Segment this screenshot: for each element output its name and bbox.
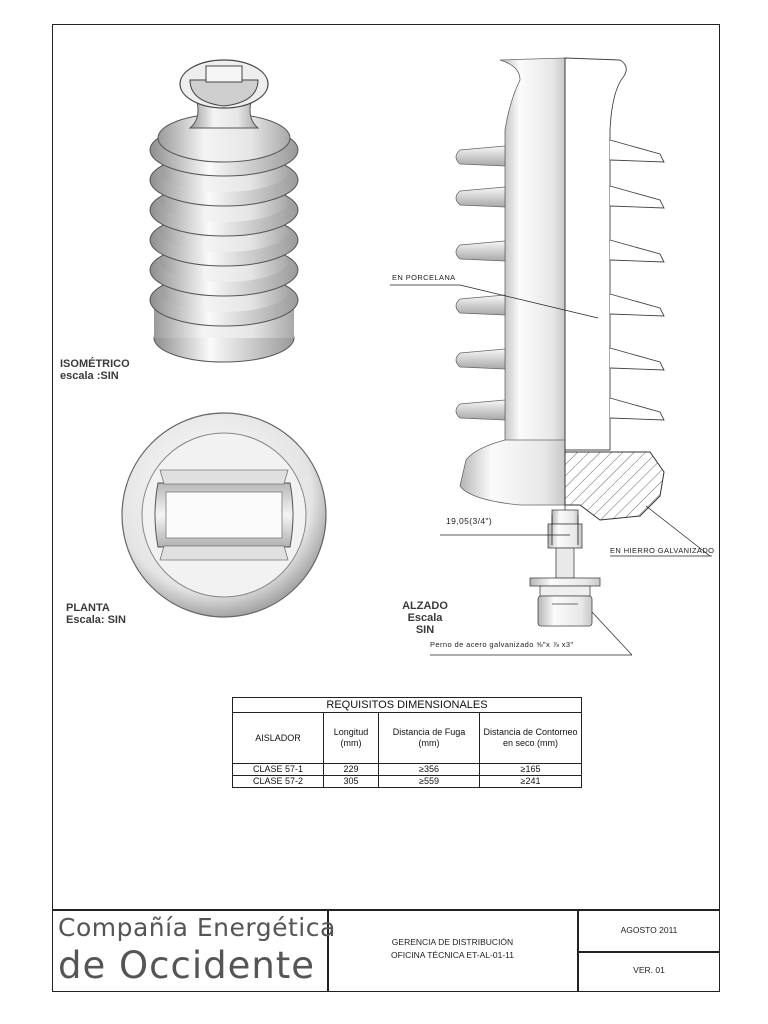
department-block (328, 936, 577, 962)
table-row (233, 764, 582, 776)
department-text: GERENCIA DE DISTRIBUCIÓN (391, 937, 514, 947)
dimensional-requirements-table (232, 697, 582, 788)
table-cell: ≥165 (480, 764, 582, 776)
company-logo-line1: Compañía Energética (58, 913, 336, 942)
table-cell: ≥559 (379, 776, 480, 788)
header-flashover: Distancia de Contorneo en seco (mm) (480, 713, 582, 764)
elevation-title: ALZADO (402, 600, 448, 612)
table-header-row (233, 713, 582, 764)
date-text: AGOSTO 2011 (620, 925, 678, 935)
table-cell: 305 (324, 776, 379, 788)
table-row (233, 776, 582, 788)
elevation-view-label (400, 600, 450, 636)
header-length: Longitud (mm) (324, 713, 379, 764)
table-title: REQUISITOS DIMENSIONALES (233, 698, 582, 713)
table-cell: 229 (324, 764, 379, 776)
porcelain-annotation: EN PORCELANA (392, 273, 456, 282)
office-text: OFICINA TÉCNICA ET-AL-01-11 (391, 950, 514, 960)
elevation-scale: Escala SIN (407, 612, 443, 636)
plan-title: PLANTA (66, 602, 110, 614)
isometric-scale: escala :SIN (60, 370, 119, 382)
table-cell: CLASE 57-1 (233, 764, 324, 776)
iron-annotation: EN HIERRO GALVANIZADO (610, 546, 715, 555)
header-creepage: Distancia de Fuga (mm) (379, 713, 480, 764)
company-logo-line2: de Occidente (58, 944, 316, 987)
version-text: VER. 01 (633, 965, 665, 975)
isometric-title: ISOMÉTRICO (60, 358, 130, 370)
bolt-annotation: Perno de acero galvanizado ⅝"x ⅞ x3" (430, 640, 574, 649)
plan-scale: Escala: SIN (66, 614, 126, 626)
title-block-date-rule (577, 951, 720, 953)
table-cell: CLASE 57-2 (233, 776, 324, 788)
header-insulator: AISLADOR (233, 713, 324, 764)
table-cell: ≥241 (480, 776, 582, 788)
dimension-annotation: 19,05(3/4") (446, 516, 493, 526)
title-block-top-rule (52, 909, 720, 911)
table-cell: ≥356 (379, 764, 480, 776)
